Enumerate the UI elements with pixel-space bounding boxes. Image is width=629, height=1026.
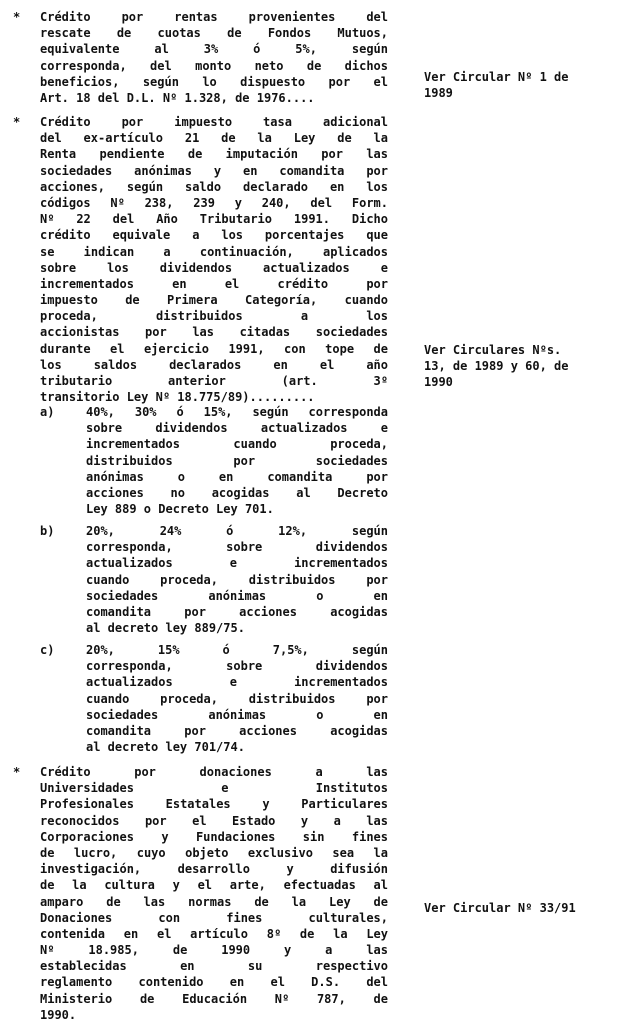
- reference-line: 1989: [424, 86, 453, 101]
- text-line: de lucro, cuyo objeto exclusivo sea la: [40, 845, 388, 860]
- text-line: Crédito por donaciones a las: [40, 765, 388, 779]
- subitem-label: b): [40, 524, 55, 538]
- text-line: corresponda, del monto neto de dichos: [40, 58, 388, 73]
- bullet-1: *: [13, 10, 21, 24]
- item-3-text: [40, 764, 388, 1023]
- text-line: reconocidos por el Estado y a las: [40, 813, 388, 828]
- text-line: Profesionales Estatales y Particulares: [40, 797, 388, 812]
- text-line: sobre dividendos actualizados e: [86, 421, 388, 436]
- text-line: códigos Nº 238, 239 y 240, del Form.: [40, 195, 388, 210]
- text-line: reglamento contenido en el D.S. del: [40, 975, 388, 990]
- text-line: beneficios, según lo dispuesto por el: [40, 74, 388, 89]
- text-line: al decreto ley 701/74.: [86, 740, 245, 755]
- text-line: incrementados en el crédito por: [40, 276, 388, 291]
- text-line: accionistas por las citadas sociedades: [40, 325, 388, 340]
- text-line: distribuidos por sociedades: [86, 453, 388, 468]
- text-line: sociedades anónimas o en: [86, 707, 388, 722]
- text-line: Donaciones con fines culturales,: [40, 910, 388, 925]
- text-line: actualizados e incrementados: [86, 675, 388, 690]
- text-line: al decreto ley 889/75.: [86, 621, 245, 636]
- text-line: de la cultura y el arte, efectuadas al: [40, 878, 388, 893]
- text-line: 1990.: [40, 1007, 77, 1022]
- text-line: actualizados e incrementados: [86, 556, 388, 571]
- text-line: crédito equivale a los porcentajes que: [40, 228, 388, 243]
- reference-line: Ver Circular Nº 33/91: [424, 901, 576, 915]
- item-2-reference: [424, 342, 620, 391]
- item-3-reference: [424, 900, 620, 916]
- text-line: amparo de las normas de la Ley de: [40, 894, 388, 909]
- item-1-reference: [424, 69, 620, 101]
- text-line: acciones no acogidas al Decreto: [86, 485, 388, 500]
- text-line: sociedades anónimas o en: [86, 588, 388, 603]
- text-line: 20%, 15% ó 7,5%, según: [86, 643, 388, 657]
- text-line: Nº 22 del Año Tributario 1991. Dicho: [40, 212, 388, 227]
- text-line: Crédito por impuesto tasa adicional: [40, 115, 388, 129]
- text-line: Art. 18 del D.L. Nº 1.328, de 1976....: [40, 90, 315, 105]
- subitem-text: [86, 642, 388, 755]
- reference-line: Ver Circulares Nºs.: [424, 343, 562, 357]
- text-line: sobre los dividendos actualizados e: [40, 260, 388, 275]
- reference-line: 13, de 1989 y 60, de: [424, 359, 569, 374]
- text-line: rescate de cuotas de Fondos Mutuos,: [40, 26, 388, 41]
- text-line: corresponda, sobre dividendos: [86, 540, 388, 555]
- text-line: tributario anterior (art. 3º: [40, 374, 388, 388]
- text-line: Nº 18.985, de 1990 y a las: [40, 943, 388, 958]
- text-line: sociedades anónimas y en comandita por: [40, 163, 388, 178]
- text-line: cuando proceda, distribuidos por: [86, 691, 388, 706]
- text-line: contenida en el artículo 8º de la Ley: [40, 926, 388, 941]
- bullet-3: *: [13, 765, 21, 779]
- text-line: proceda, distribuidos a los: [40, 309, 388, 324]
- text-line: los saldos declarados en el año: [40, 357, 388, 372]
- item-1-text: [40, 9, 388, 106]
- subitem-label: c): [40, 643, 55, 657]
- text-line: corresponda, sobre dividendos: [86, 659, 388, 674]
- item-2-text: [40, 114, 388, 405]
- text-line: investigación, desarrollo y difusión: [40, 862, 388, 877]
- text-line: anónimas o en comandita por: [86, 469, 388, 484]
- reference-line: Ver Circular Nº 1 de: [424, 70, 569, 84]
- text-line: incrementados cuando proceda,: [86, 437, 388, 452]
- text-line: Ministerio de Educación Nº 787, de: [40, 991, 388, 1006]
- text-line: se indican a continuación, aplicados: [40, 244, 388, 259]
- text-line: establecidas en su respectivo: [40, 959, 388, 974]
- text-line: 40%, 30% ó 15%, según corresponda: [86, 405, 388, 419]
- text-line: del ex-artículo 21 de la Ley de la: [40, 131, 388, 146]
- subitem-text: [86, 523, 388, 636]
- text-line: Crédito por rentas provenientes del: [40, 10, 388, 24]
- text-line: comandita por acciones acogidas: [86, 604, 388, 619]
- bullet-2: *: [13, 115, 21, 129]
- text-line: impuesto de Primera Categoría, cuando: [40, 293, 388, 308]
- text-line: Universidades e Institutos: [40, 781, 388, 796]
- text-line: equivalente al 3% ó 5%, según: [40, 42, 388, 57]
- text-line: comandita por acciones acogidas: [86, 723, 388, 738]
- text-line: Renta pendiente de imputación por las: [40, 147, 388, 162]
- subitem-text: [86, 404, 388, 517]
- text-line: acciones, según saldo declarado en los: [40, 179, 388, 194]
- reference-line: 1990: [424, 375, 453, 390]
- text-line: cuando proceda, distribuidos por: [86, 572, 388, 587]
- text-line: durante el ejercicio 1991, con tope de: [40, 341, 388, 356]
- text-line: transitorio Ley Nº 18.775/89).........: [40, 390, 315, 405]
- text-line: 20%, 24% ó 12%, según: [86, 524, 388, 538]
- subitem-label: a): [40, 405, 55, 419]
- text-line: Corporaciones y Fundaciones sin fines: [40, 829, 388, 844]
- text-line: Ley 889 o Decreto Ley 701.: [86, 502, 274, 517]
